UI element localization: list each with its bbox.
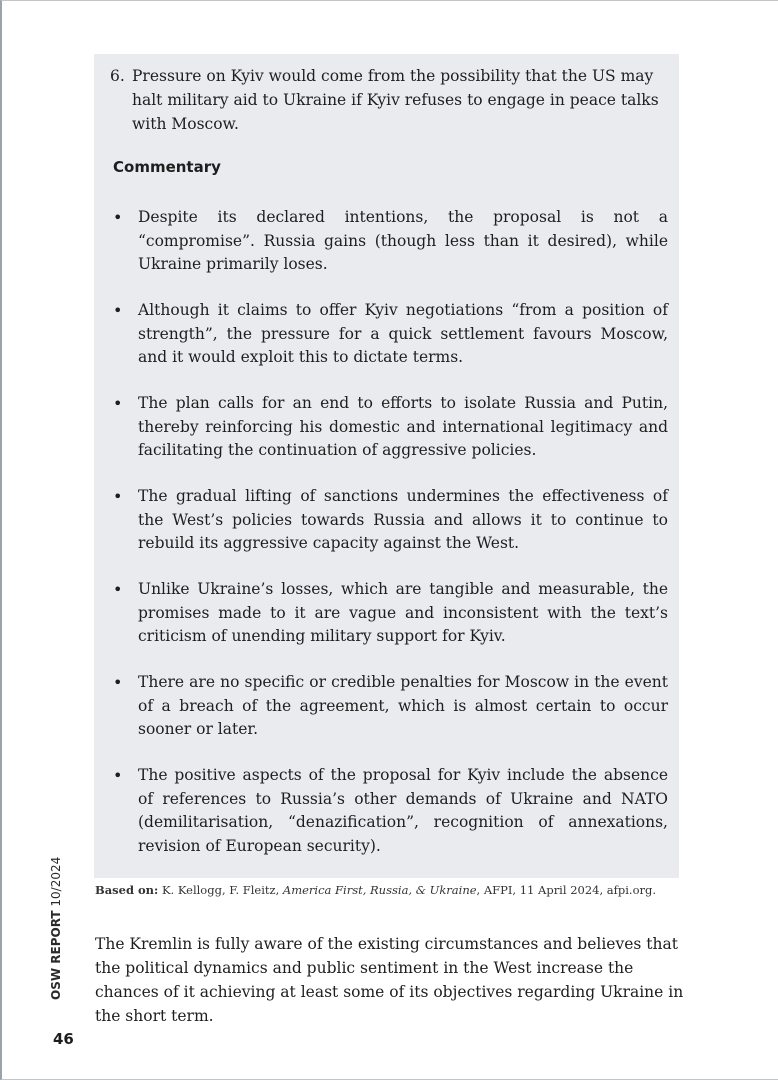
point-number: 6. <box>110 67 125 85</box>
bullet-text: The plan calls for an end to efforts to isolate Russia and Putin, thereby reinforcing his domestic and international legitimacy and facilitating the continuation of aggressive policies. <box>138 394 668 459</box>
bullet-icon: • <box>113 394 123 413</box>
commentary-bullet-list <box>113 206 668 881</box>
bullet-text: The gradual lifting of sanctions undermines the effectiveness of the West’s policies towards Russia and allows it to continue to rebuild its aggressive capacity against the West. <box>138 487 668 552</box>
bullet-item <box>113 299 668 370</box>
commentary-heading: Commentary <box>113 158 221 176</box>
bullet-icon: • <box>113 766 123 785</box>
bullet-item <box>113 578 668 649</box>
bullet-item <box>113 671 668 742</box>
bullet-icon: • <box>113 208 123 227</box>
report-label <box>49 857 63 1000</box>
source-label: Based on: <box>95 883 159 897</box>
point-text: Pressure on Kyiv would come from the possibility that the US may halt military aid to Ukraine if Kyiv refuses to engage in peace talks with Moscow. <box>132 67 659 133</box>
bullet-icon: • <box>113 673 123 692</box>
source-details: , AFPI, 11 April 2024, afpi.org. <box>476 883 657 897</box>
bullet-icon: • <box>113 487 123 506</box>
body-paragraph: The Kremlin is fully aware of the existing circumstances and believes that the political dynamics and public sentiment in the West increase the chances of it achieving at least some of its objectives regarding Ukraine in the short term. <box>95 935 684 1025</box>
source-citation <box>95 882 685 898</box>
report-issue: 10/2024 <box>49 856 63 907</box>
report-name: OSW REPORT <box>49 910 63 1000</box>
numbered-point-6 <box>110 64 670 136</box>
bullet-icon: • <box>113 580 123 599</box>
bullet-text: The positive aspects of the proposal for Kyiv include the absence of references to Russia’s other demands of Ukraine and NATO (demilitarisation, “denazification”, recognition of annexations, revision of European security). <box>138 766 668 855</box>
bullet-item <box>113 392 668 463</box>
bullet-text: Although it claims to offer Kyiv negotiations “from a position of strength”, the pressure for a quick settlement favours Moscow, and it would exploit this to dictate terms. <box>138 301 668 366</box>
page-number: 46 <box>53 1030 74 1048</box>
source-authors: K. Kellogg, F. Fleitz, <box>161 883 280 897</box>
source-title: America First, Russia, & Ukraine <box>282 883 477 897</box>
bullet-text: Despite its declared intentions, the proposal is not a “compromise”. Russia gains (though less than it desired), while Ukraine primarily loses. <box>138 208 668 273</box>
bullet-item <box>113 764 668 858</box>
bullet-item <box>113 206 668 277</box>
bullet-text: Unlike Ukraine’s losses, which are tangible and measurable, the promises made to it are vague and inconsistent with the text’s criticism of unending military support for Kyiv. <box>138 580 668 645</box>
bullet-icon: • <box>113 301 123 320</box>
bullet-item <box>113 485 668 556</box>
bullet-text: There are no specific or credible penalties for Moscow in the event of a breach of the agreement, which is almost certain to occur sooner or later. <box>138 673 668 738</box>
